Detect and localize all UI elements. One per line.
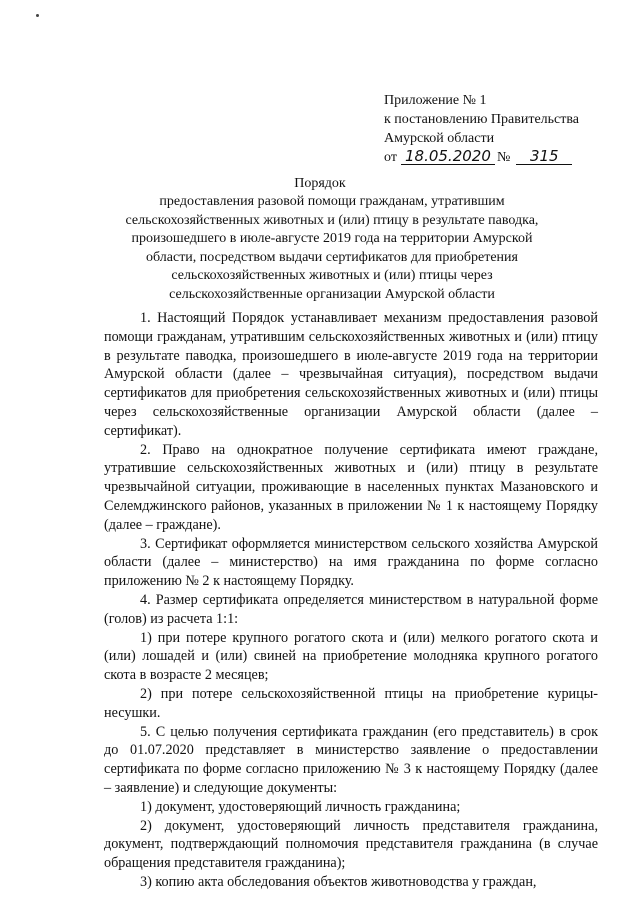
paragraph-2: 2. Право на однократное получение сертификата имеют граждане, утратившие сельскохозяйственных животных и (или) птицу в результате чрезвычайной ситуации, проживающие в населенных пунктах Мазановского и Селемджинского районов, указанных в приложении № 1 к настоящему Порядку (далее – граждане). <box>104 441 598 533</box>
attachment-header <box>384 91 579 167</box>
attachment-date-line <box>384 148 579 167</box>
number-sign: № <box>496 150 511 165</box>
paragraph-5-1: 1) документ, удостоверяющий личность гражданина; <box>140 798 461 815</box>
paragraph-5-2: 2) документ, удостоверяющий личность представителя гражданина, документ, подтверждающий полномочия представителя гражданина (в случае обращения представителя гражданина); <box>104 817 598 872</box>
attachment-reference: к постановлению Правительства <box>384 112 580 127</box>
paragraph-1: 1. Настоящий Порядок устанавливает механизм предоставления разовой помощи гражданам, утратившим сельскохозяйственных животных и (или) птицу в результате паводка, произошедшего в июле-августе 2019 года на территории Амурской области (далее – чрезвычайная ситуация), посредством выдачи сертификатов для приобретения сельскохозяйственных животных и (или) птицы через сельскохозяйственные организации Амурской области (далее – сертификат). <box>104 310 598 439</box>
paragraph-4-2: 2) при потере сельскохозяйственной птицы на приобретение курицы-несушки. <box>104 685 598 721</box>
handwritten-date: 18.05.2020 <box>401 149 495 165</box>
document-subtitle: предоставления разовой помощи гражданам, утратившим сельскохозяйственных животных и (или) птицу в результате паводка, произошедшего в июле-августе 2019 года на территории Амурской области, посредством выдачи сертификатов для приобретения сельскохозяйственных животных и (или) птицы через сельскохозяйственные организации Амурской области <box>125 194 539 302</box>
attachment-region: Амурской области <box>384 131 495 146</box>
document-body <box>104 309 598 892</box>
paragraph-5: 5. С целью получения сертификата гражданин (его представитель) в срок до 01.07.2020 представляет в министерство заявление о предоставлении сертификата по форме согласно приложению № 3 к настоящему Порядку (далее – заявление) и следующие документы: <box>104 723 598 796</box>
document-title: Порядок <box>294 176 346 191</box>
paragraph-3: 3. Сертификат оформляется министерством сельского хозяйства Амурской области (далее – министерство) на имя гражданина по форме согласно приложению № 2 к настоящему Порядку. <box>104 535 598 590</box>
date-prefix: от <box>384 150 397 165</box>
paragraph-4-1: 1) при потере крупного рогатого скота и (или) мелкого рогатого скота и (или) лошадей и (или) свиней на приобретение молодняка крупного рогатого скота в возрасте 2 месяцев; <box>104 629 598 684</box>
paragraph-4: 4. Размер сертификата определяется министерством в натуральной форме (голов) из расчета 1:1: <box>104 591 598 627</box>
handwritten-number: 315 <box>516 149 572 165</box>
paragraph-5-3: 3) копию акта обследования объектов животноводства у граждан, <box>140 873 537 890</box>
attachment-title: Приложение № 1 <box>384 93 487 108</box>
scan-speck <box>36 14 39 17</box>
